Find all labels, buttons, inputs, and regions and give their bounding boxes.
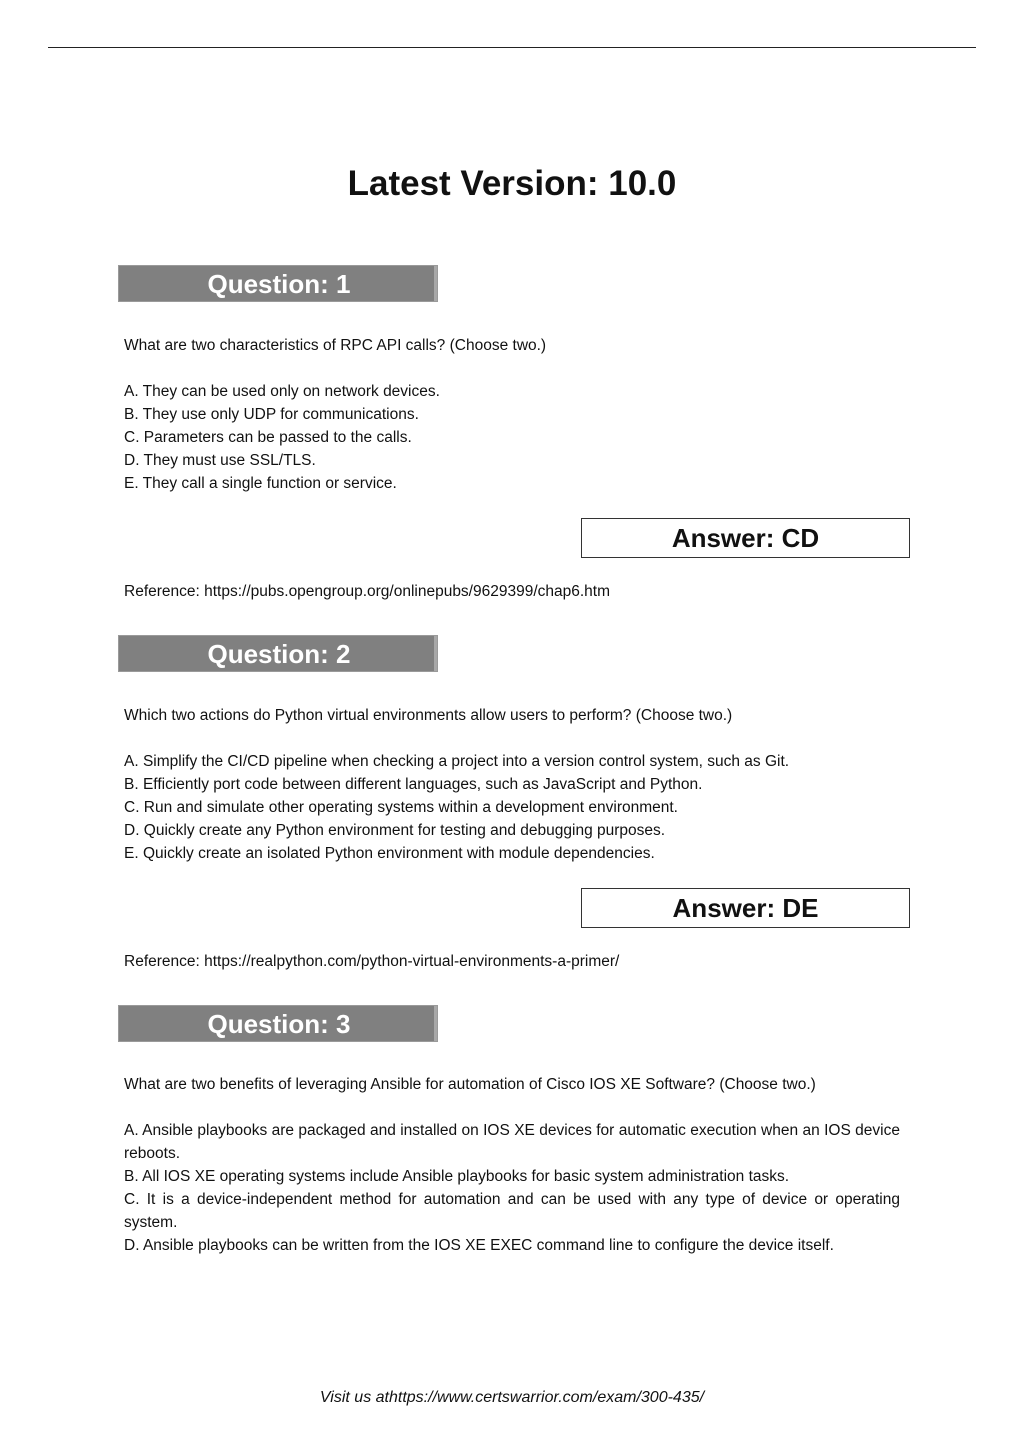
question-3-option-b: B. All IOS XE operating systems include Ansible playbooks for basic system administration tasks.	[124, 1168, 790, 1185]
top-divider	[48, 47, 976, 48]
question-2-stem: Which two actions do Python virtual environments allow users to perform? (Choose two.)	[124, 707, 733, 724]
question-1-option-c: C. Parameters can be passed to the calls.	[124, 429, 412, 446]
question-1-answer-box	[581, 518, 910, 558]
question-1-option-b: B. They use only UDP for communications.	[124, 406, 419, 423]
question-2-option-a: A. Simplify the CI/CD pipeline when checking a project into a version control system, such as Git.	[124, 753, 790, 770]
question-3-option-c: C. It is a device-independent method for automation and can be used with any type of device or operating system.	[124, 1191, 900, 1231]
question-2-reference: Reference: https://realpython.com/python-virtual-environments-a-primer/	[124, 953, 620, 970]
question-1-answer: Answer: CD	[671, 523, 820, 553]
question-2-option-b: B. Efficiently port code between different languages, such as JavaScript and Python.	[124, 776, 703, 793]
question-1-header	[118, 265, 438, 302]
question-1-body	[124, 334, 900, 495]
question-2-answer-box	[581, 888, 910, 928]
question-1-label: Question: 1	[207, 269, 351, 299]
question-2-option-d: D. Quickly create any Python environment for testing and debugging purposes.	[124, 822, 666, 839]
page-title: Latest Version: 10.0	[347, 164, 677, 203]
question-2-header	[118, 635, 438, 672]
question-1-stem: What are two characteristics of RPC API calls? (Choose two.)	[124, 337, 547, 354]
question-3-body	[124, 1073, 900, 1257]
footer-link[interactable]: Visit us athttps://www.certswarrior.com/exam/300-435/	[319, 1389, 705, 1406]
question-3-option-d: D. Ansible playbooks can be written from the IOS XE EXEC command line to configure the device itself.	[124, 1237, 834, 1254]
question-1-reference: Reference: https://pubs.opengroup.org/onlinepubs/9629399/chap6.htm	[124, 583, 611, 600]
question-2-label: Question: 2	[207, 639, 351, 669]
question-2-body	[124, 704, 900, 865]
question-3-stem: What are two benefits of leveraging Ansible for automation of Cisco IOS XE Software? (Choose two.)	[124, 1076, 816, 1093]
question-3-label: Question: 3	[207, 1009, 351, 1039]
question-3-option-a: A. Ansible playbooks are packaged and installed on IOS XE devices for automatic execution when an IOS device reboots.	[124, 1122, 900, 1162]
question-1-option-d: D. They must use SSL/TLS.	[124, 452, 316, 469]
question-1-option-a: A. They can be used only on network devices.	[124, 383, 440, 400]
question-1-option-e: E. They call a single function or service.	[124, 475, 397, 492]
question-3-header	[118, 1005, 438, 1042]
question-2-answer: Answer: DE	[672, 893, 819, 923]
question-2-option-c: C. Run and simulate other operating systems within a development environment.	[124, 799, 678, 816]
question-2-option-e: E. Quickly create an isolated Python environment with module dependencies.	[124, 845, 655, 862]
